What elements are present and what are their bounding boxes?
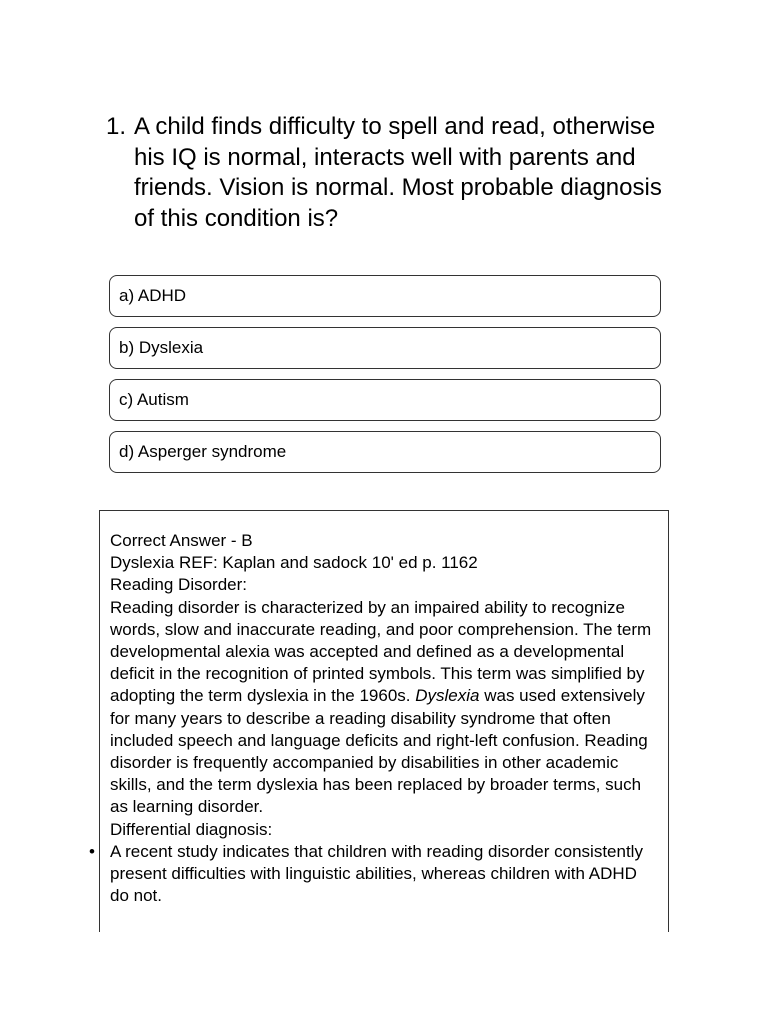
paragraph-text-start: Reading disorder is characterized by an impaired ability to recognize words, slow and inaccurate reading, and poor comprehension. The term developmental alexia was accepted and defined as a developmental deficit in the recognition of printed symbols. This term was simplified by adopting the term dyslexia in the 1960s. (110, 597, 652, 706)
answer-options (109, 275, 661, 483)
question (106, 112, 666, 234)
question-number: 1. (106, 113, 127, 140)
list-item (89, 841, 658, 908)
differential-list (89, 841, 658, 908)
paragraph-text-end: was used extensively for many years to describe a reading disability syndrome that often included speech and language deficits and right-left confusion. Reading disorder is frequently accompanied by disabilities in other academic skills, and the term dyslexia has been replaced by broader terms, such as learning disorder. (110, 686, 648, 817)
reference: Dyslexia REF: Kaplan and sadock 10' ed p. 1162 (110, 553, 478, 573)
option-d[interactable] (109, 431, 661, 473)
option-a-label: a) ADHD (119, 286, 187, 305)
correct-answer: Correct Answer - B (110, 531, 253, 550)
option-c-label: c) Autism (119, 390, 189, 409)
question-text: A child finds difficulty to spell and read, otherwise his IQ is normal, interacts well with parents and friends. Vision is normal. Most probable diagnosis of this condition is? (134, 113, 662, 232)
option-a[interactable] (109, 275, 661, 317)
option-b-label: b) Dyslexia (119, 338, 204, 357)
answer-explanation (89, 510, 669, 932)
option-c[interactable] (109, 379, 661, 421)
bullet-icon: • (89, 841, 95, 861)
explanation-paragraph (110, 597, 658, 819)
section-heading: Reading Disorder: (110, 575, 248, 595)
italic-term: Dyslexia (415, 686, 480, 706)
option-b[interactable] (109, 327, 661, 369)
differential-heading: Differential diagnosis: (110, 819, 273, 839)
option-d-label: d) Asperger syndrome (119, 442, 287, 461)
list-item-text: A recent study indicates that children with reading disorder consistently present difficulties with linguistic abilities, whereas children with ADHD do not. (110, 841, 643, 906)
